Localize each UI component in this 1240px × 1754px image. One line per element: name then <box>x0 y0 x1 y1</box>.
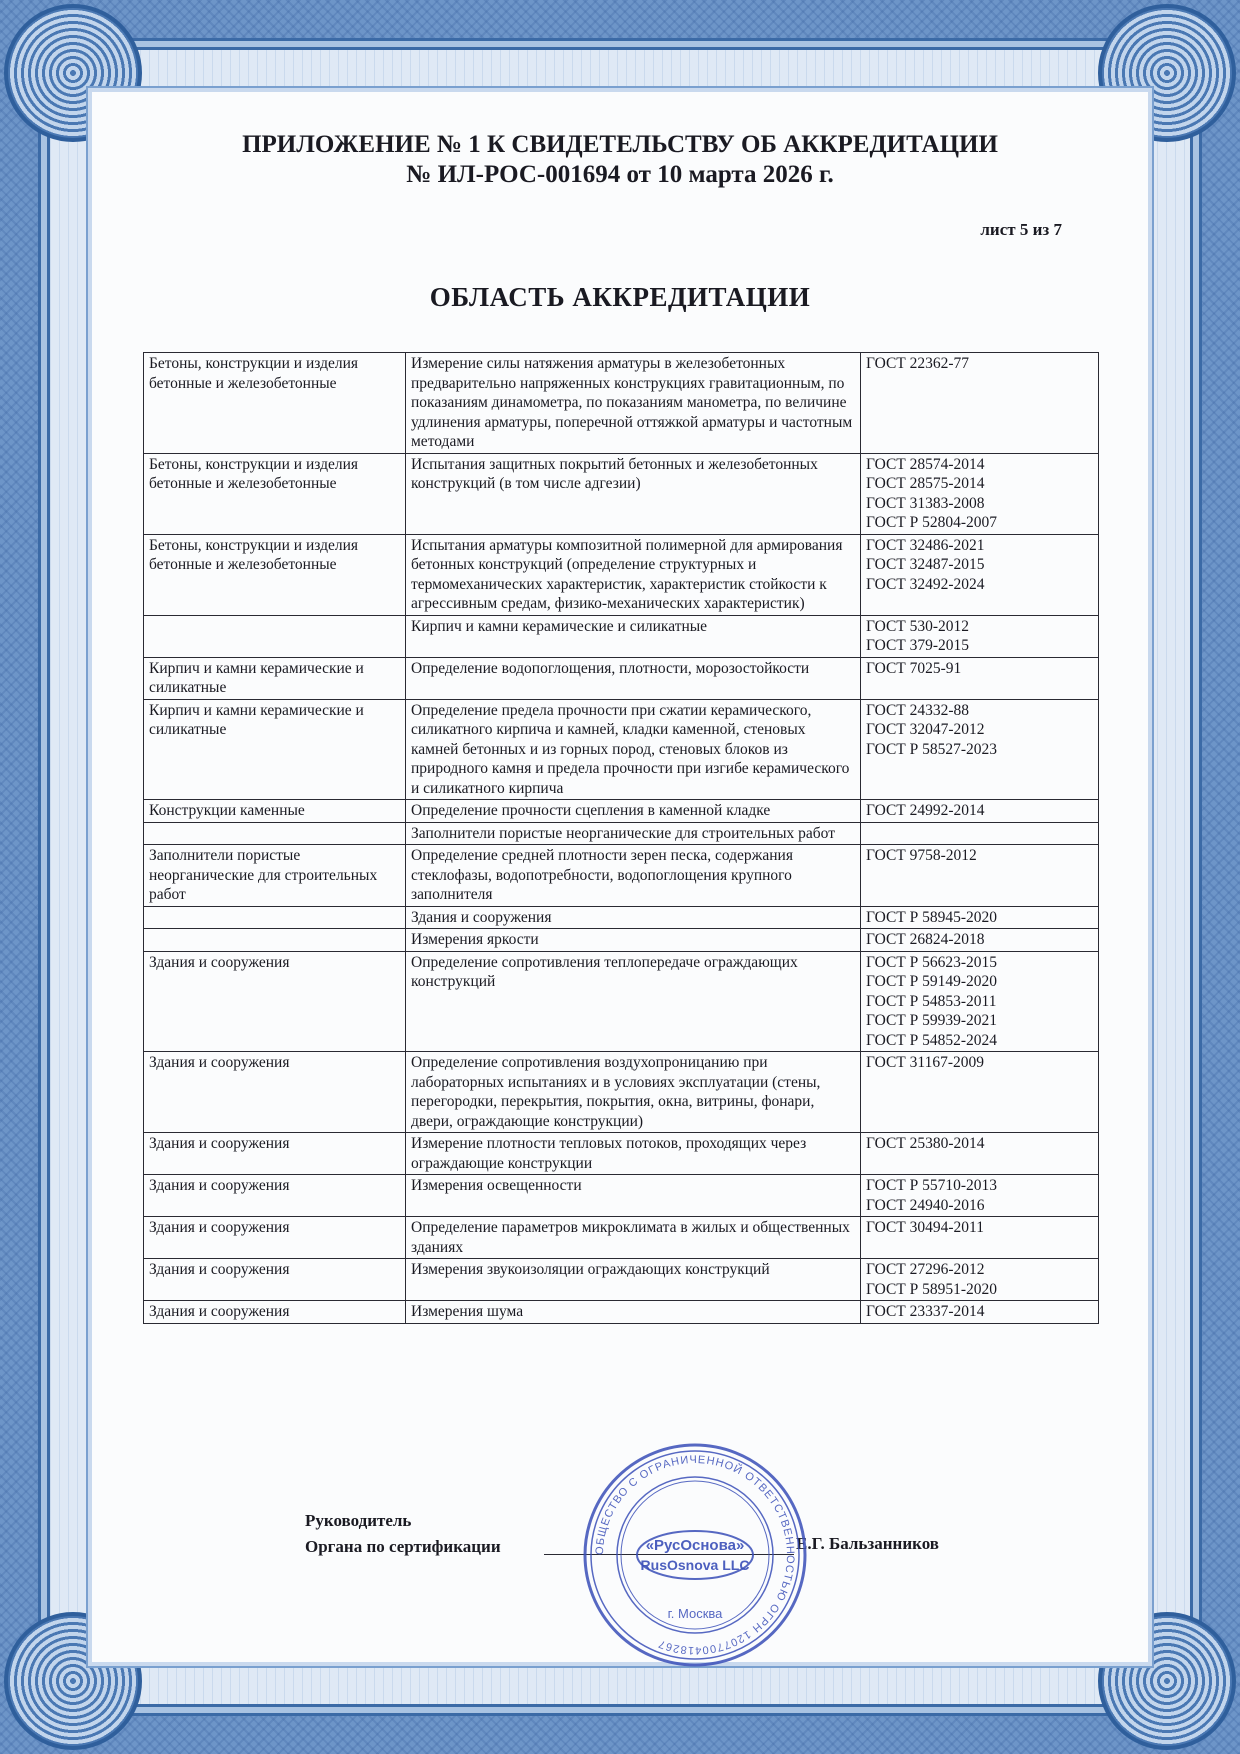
object-cell: Здания и сооружения <box>144 1301 406 1324</box>
standard-code: ГОСТ Р 56623-2015 <box>866 953 998 971</box>
stamp-inner-bottom: RusOsnova LLC <box>640 1557 750 1573</box>
signature-block <box>305 1508 501 1560</box>
method-cell: Измерение силы натяжения арматуры в железобетонных предварительно напряженных конструкциях гравитационным, по показаниям динамометра, по показаниям манометра, по величине удлинения арматуры, поперечной оттяжкой арматуры и частотным методами <box>406 353 861 454</box>
table-row <box>144 1052 1099 1133</box>
table-row <box>144 1217 1099 1259</box>
standard-code: ГОСТ 32486-2021 <box>866 536 985 554</box>
table-row <box>144 699 1099 800</box>
object-cell: Здания и сооружения <box>144 951 406 1052</box>
method-cell: Измерения шума <box>406 1301 861 1324</box>
standards-cell <box>861 1175 1099 1217</box>
method-cell: Определение водопоглощения, плотности, морозостойкости <box>406 657 861 699</box>
object-cell: Здания и сооружения <box>144 1052 406 1133</box>
standard-code: ГОСТ 28574-2014 <box>866 455 985 473</box>
table-row <box>144 453 1099 534</box>
method-cell: Измерения яркости <box>406 929 861 952</box>
table-row <box>144 800 1099 823</box>
standards-cell <box>861 657 1099 699</box>
signatory-role-line2: Органа по сертификации <box>305 1537 501 1556</box>
table-row <box>144 951 1099 1052</box>
object-cell: Бетоны, конструкции и изделия бетонные и железобетонные <box>144 453 406 534</box>
standard-code: ГОСТ 7025-91 <box>866 659 962 677</box>
table-row <box>144 1175 1099 1217</box>
standard-code: ГОСТ 530-2012 <box>866 617 970 635</box>
organization-stamp-icon <box>580 1440 810 1670</box>
standards-cell <box>861 800 1099 823</box>
method-cell: Заполнители пористые неорганические для строительных работ <box>406 822 861 845</box>
standard-code: ГОСТ Р 58527-2023 <box>866 740 998 758</box>
object-cell: Заполнители пористые неорганические для строительных работ <box>144 845 406 907</box>
standards-cell <box>861 534 1099 615</box>
standards-cell <box>861 1052 1099 1133</box>
table-row <box>144 1259 1099 1301</box>
standard-code: ГОСТ 32047-2012 <box>866 721 985 738</box>
standards-cell <box>861 906 1099 929</box>
standards-cell <box>861 453 1099 534</box>
standard-code: ГОСТ 31383-2008 <box>866 494 985 512</box>
standards-cell <box>861 1217 1099 1259</box>
object-cell: Здания и сооружения <box>144 1133 406 1175</box>
standards-cell <box>861 929 1099 952</box>
method-cell: Испытания арматуры композитной полимерной для армирования бетонных конструкций (определение структурных и термомеханических характеристик, характеристик стойкости к агрессивным средам, физико-механических характеристик) <box>406 534 861 615</box>
method-cell: Определение предела прочности при сжатии керамического, силикатного кирпича и камней, кладки каменной, стеновых камней бетонных и из горных пород, стеновых блоков из природного камня и предела прочности при изгибе керамического и силикатного кирпича <box>406 699 861 800</box>
table-row <box>144 1133 1099 1175</box>
standard-code: ГОСТ 28575-2014 <box>866 475 985 492</box>
standard-code: ГОСТ 26824-2018 <box>866 931 985 948</box>
standard-code: ГОСТ Р 59149-2020 <box>866 973 998 990</box>
signatory-name: Е.Г. Бальзанников <box>796 1534 939 1553</box>
signatory-role-line1: Руководитель <box>305 1511 412 1530</box>
standard-code: ГОСТ Р 55710-2013 <box>866 1177 998 1194</box>
standard-code: ГОСТ Р 54852-2024 <box>866 1031 998 1049</box>
object-cell: Бетоны, конструкции и изделия бетонные и железобетонные <box>144 534 406 615</box>
document-title-line1: ПРИЛОЖЕНИЕ № 1 К СВИДЕТЕЛЬСТВУ ОБ АККРЕДИТАЦИИ <box>242 131 998 158</box>
standard-code: ГОСТ Р 58945-2020 <box>866 908 998 926</box>
standard-code: ГОСТ 32492-2024 <box>866 575 985 593</box>
method-cell: Измерения освещенности <box>406 1175 861 1217</box>
standard-code: ГОСТ Р 58951-2020 <box>866 1280 998 1298</box>
table-row <box>144 657 1099 699</box>
standard-code: ГОСТ Р 59939-2021 <box>866 1012 998 1029</box>
standard-code: ГОСТ 23337-2014 <box>866 1303 985 1320</box>
object-cell <box>144 822 406 845</box>
object-cell: Бетоны, конструкции и изделия бетонные и железобетонные <box>144 353 406 454</box>
standard-code: ГОСТ 25380-2014 <box>866 1135 985 1152</box>
standards-cell <box>861 1259 1099 1301</box>
standards-cell <box>861 1301 1099 1324</box>
method-cell: Измерения звукоизоляции ограждающих конструкций <box>406 1259 861 1301</box>
section-heading: ОБЛАСТЬ АККРЕДИТАЦИИ <box>429 282 811 312</box>
standard-code: ГОСТ 30494-2011 <box>866 1219 984 1236</box>
object-cell <box>144 615 406 657</box>
standard-code: ГОСТ Р 52804-2007 <box>866 514 998 531</box>
table-row <box>144 1301 1099 1324</box>
stamp-outer-text: ОБЩЕСТВО С ОГРАНИЧЕННОЙ ОТВЕТСТВЕННОСТЬЮ ОГРН 1207700418267 <box>593 1453 797 1657</box>
standard-code: ГОСТ 24332-88 <box>866 701 970 719</box>
object-cell: Кирпич и камни керамические и силикатные <box>144 699 406 800</box>
object-cell: Конструкции каменные <box>144 800 406 823</box>
standard-code: ГОСТ 24992-2014 <box>866 802 985 819</box>
table-row <box>144 353 1099 454</box>
method-cell: Определение сопротивления воздухопроницанию при лабораторных испытаниях и в условиях эксплуатации (стены, перегородки, перекрытия, покрытия, окна, витрины, фонари, двери, ограждающие конструкции) <box>406 1052 861 1133</box>
table-row <box>144 929 1099 952</box>
object-cell: Кирпич и камни керамические и силикатные <box>144 657 406 699</box>
method-cell: Измерение плотности тепловых потоков, проходящих через ограждающие конструкции <box>406 1133 861 1175</box>
standard-code: ГОСТ Р 54853-2011 <box>866 992 997 1010</box>
method-cell: Кирпич и камни керамические и силикатные <box>406 615 861 657</box>
standard-code: ГОСТ 32487-2015 <box>866 556 985 573</box>
object-cell: Здания и сооружения <box>144 1217 406 1259</box>
method-cell: Испытания защитных покрытий бетонных и железобетонных конструкций (в том числе адгезии) <box>406 453 861 534</box>
standard-code: ГОСТ 27296-2012 <box>866 1261 985 1278</box>
standards-cell <box>861 615 1099 657</box>
object-cell: Здания и сооружения <box>144 1259 406 1301</box>
standard-code: ГОСТ 31167-2009 <box>866 1054 984 1071</box>
sheet-number: лист 5 из 7 <box>980 220 1062 239</box>
object-cell: Здания и сооружения <box>144 1175 406 1217</box>
table-row <box>144 615 1099 657</box>
table-row <box>144 822 1099 845</box>
table-row <box>144 845 1099 907</box>
standard-code: ГОСТ 9758-2012 <box>866 847 977 864</box>
stamp-city: г. Москва <box>667 1606 723 1621</box>
object-cell <box>144 929 406 952</box>
method-cell: Определение прочности сцепления в каменной кладке <box>406 800 861 823</box>
document-title-line2: № ИЛ-РОС-001694 от 10 марта 2026 г. <box>406 161 834 188</box>
method-cell: Определение параметров микроклимата в жилых и общественных зданиях <box>406 1217 861 1259</box>
accreditation-scope-table <box>143 352 1099 1324</box>
svg-text:ОБЩЕСТВО С ОГРАНИЧЕННОЙ ОТВЕТС <box>594 1454 796 1656</box>
standards-cell <box>861 951 1099 1052</box>
standards-cell <box>861 699 1099 800</box>
standard-code: ГОСТ 24940-2016 <box>866 1196 985 1214</box>
table-row <box>144 534 1099 615</box>
scope-table-body <box>144 353 1099 1324</box>
method-cell: Определение сопротивления теплопередаче ограждающих конструкций <box>406 951 861 1052</box>
standard-code: ГОСТ 379-2015 <box>866 637 970 654</box>
standards-cell <box>861 822 1099 845</box>
standards-cell <box>861 353 1099 454</box>
object-cell <box>144 906 406 929</box>
standards-cell <box>861 1133 1099 1175</box>
method-cell: Здания и сооружения <box>406 906 861 929</box>
standards-cell <box>861 845 1099 907</box>
stamp-inner-top: «РусОснова» <box>645 1537 745 1554</box>
table-row <box>144 906 1099 929</box>
standard-code: ГОСТ 22362-77 <box>866 355 970 372</box>
method-cell: Определение средней плотности зерен песка, содержания стеклофазы, водопотребности, водопоглощения крупного заполнителя <box>406 845 861 907</box>
